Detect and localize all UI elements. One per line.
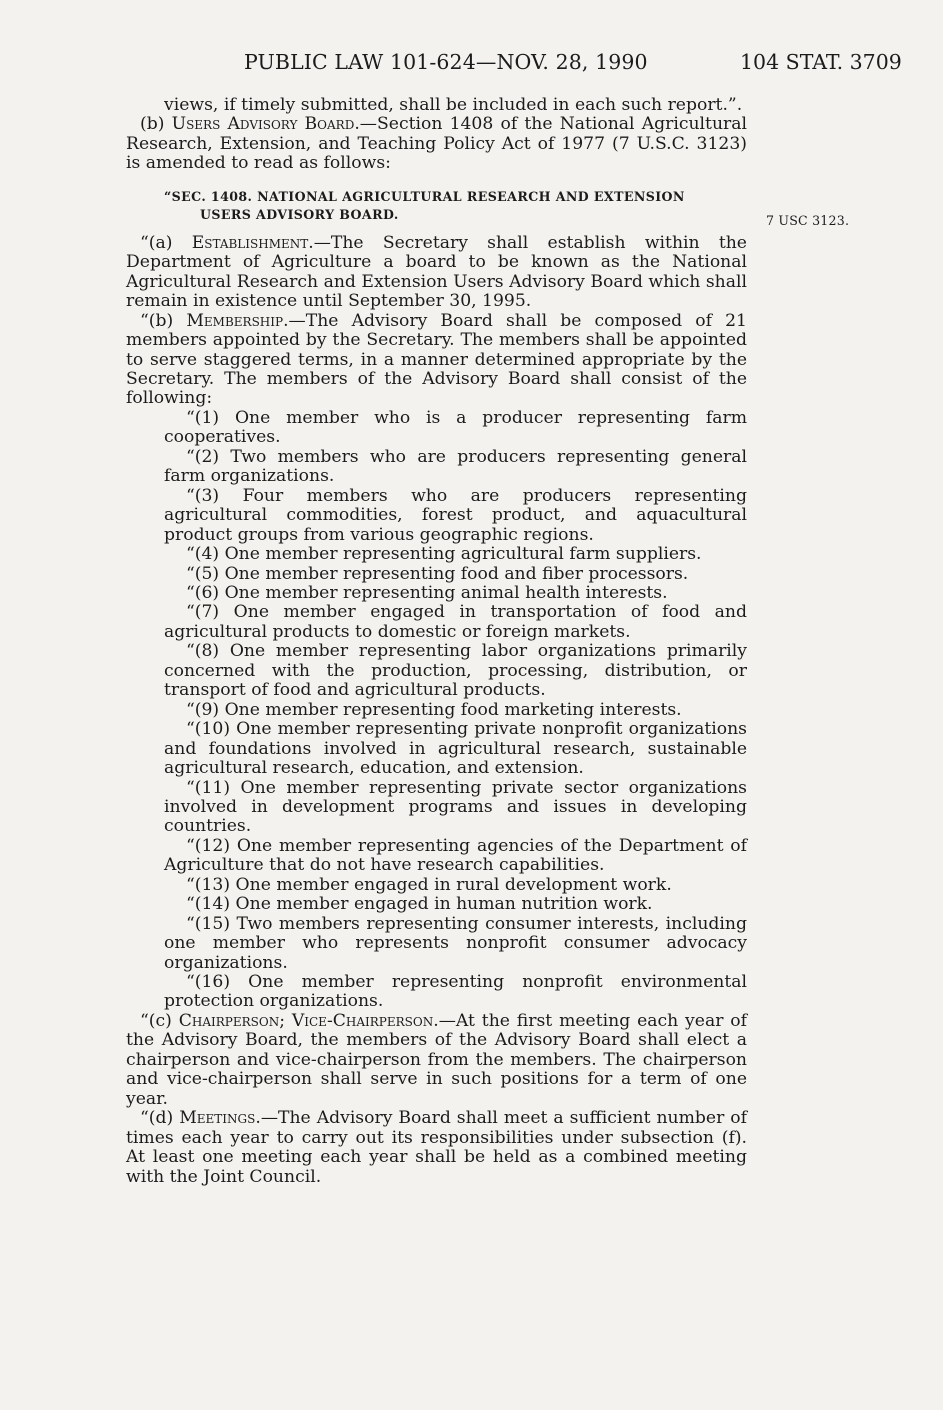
margin-citation: 7 USC 3123. — [766, 213, 850, 228]
section-heading — [126, 188, 747, 224]
member-item: “(3) Four members who are producers representing agricultural commodities, forest product, and aquacultural product groups from various geographic regions. — [164, 485, 747, 545]
paragraph-b-text: .—Section 1408 of the National Agricultural Research, Extension, and Teaching Policy Act of 1977 (7 U.S.C. 3123) is amended to read as follows: — [126, 114, 747, 174]
subsection-b — [126, 312, 747, 409]
member-list — [126, 409, 747, 1012]
subsection-b-caption: Membership — [186, 310, 284, 331]
subsection-c — [126, 1012, 747, 1109]
member-item: “(5) One member representing food and fiber processors. — [186, 563, 689, 584]
subsection-a-text: .—The Secretary shall establish within the Department of Agriculture a board to be known as the National Agricultural Research and Extension Users Advisory Board which shall remain in existence until September 30, 1995. — [126, 232, 747, 312]
subsection-c-prefix: “(c) — [140, 1010, 179, 1031]
member-item: “(16) One member representing nonprofit environmental protection organizations. — [164, 972, 747, 1012]
member-item: “(4) One member representing agricultural farm suppliers. — [186, 544, 702, 565]
subsection-d — [126, 1109, 747, 1187]
section-heading-line-1: “SEC. 1408. NATIONAL AGRICULTURAL RESEARCH AND EXTENSION — [164, 188, 685, 204]
subsection-d-caption: Meetings — [179, 1108, 256, 1129]
section-heading-line-2: USERS ADVISORY BOARD. — [200, 206, 399, 222]
running-header-title: PUBLIC LAW 101-624—NOV. 28, 1990 — [244, 50, 648, 74]
subsection-b-text: .—The Advisory Board shall be composed of 21 members appointed by the Secretary. The members shall be appointed to serve staggered terms, in a manner determined appropriate by the Secretary. The members of the Advisory Board shall consist of the following: — [126, 310, 747, 409]
member-item: “(1) One member who is a producer representing farm cooperatives. — [164, 407, 747, 448]
member-item: “(6) One member representing animal health interests. — [186, 582, 668, 603]
subsection-b-prefix: “(b) — [140, 310, 187, 331]
member-item: “(10) One member representing private nonprofit organizations and foundations involved in agricultural research, sustainable agricultural research, education, and extension. — [164, 719, 747, 779]
member-item: “(13) One member engaged in rural development work. — [186, 874, 672, 895]
member-item: “(14) One member engaged in human nutrition work. — [186, 894, 653, 915]
subsection-d-prefix: “(d) — [140, 1108, 180, 1129]
member-item: “(12) One member representing agencies of the Department of Agriculture that do not have research capabilities. — [164, 835, 747, 876]
member-item: “(15) Two members representing consumer interests, including one member who represents nonprofit consumer advocacy organizations. — [164, 913, 747, 973]
paragraph-b-prefix: (b) — [140, 114, 172, 135]
body-text — [126, 96, 747, 1187]
subsection-a-prefix: “(a) — [140, 232, 192, 253]
member-item: “(8) One member representing labor organizations primarily concerned with the production, processing, distribution, or transport of food and agricultural products. — [164, 641, 747, 701]
member-item: “(7) One member engaged in transportation of food and agricultural products to domestic or foreign markets. — [164, 602, 747, 642]
subsection-c-caption: Chairperson; Vice-Chairperson — [178, 1010, 434, 1031]
paragraph-views: views, if timely submitted, shall be included in each such report.”. — [164, 95, 743, 115]
paragraph-b-caption: Users Advisory Board — [171, 114, 355, 135]
paragraph-b — [126, 115, 747, 173]
subsection-a — [126, 234, 747, 312]
member-item: “(11) One member representing private sector organizations involved in development programs and issues in developing countries. — [164, 777, 747, 837]
subsection-d-text: .—The Advisory Board shall meet a sufficient number of times each year to carry out its responsibilities under subsection (f). At least one meeting each year shall be held as a combined meeting with the Joint Council. — [126, 1108, 747, 1187]
member-item: “(2) Two members who are producers representing general farm organizations. — [164, 446, 747, 487]
member-item: “(9) One member representing food marketing interests. — [186, 699, 682, 720]
subsection-a-caption: Establishment — [191, 232, 309, 253]
subsection-c-text: .—At the first meeting each year of the Advisory Board, the members of the Advisory Board shall elect a chairperson and vice-chairperson from the members. The chairperson and vice-chairperson shall serve in such positions for a term of one year. — [126, 1010, 747, 1109]
running-header-page-number: 104 STAT. 3709 — [740, 50, 902, 74]
